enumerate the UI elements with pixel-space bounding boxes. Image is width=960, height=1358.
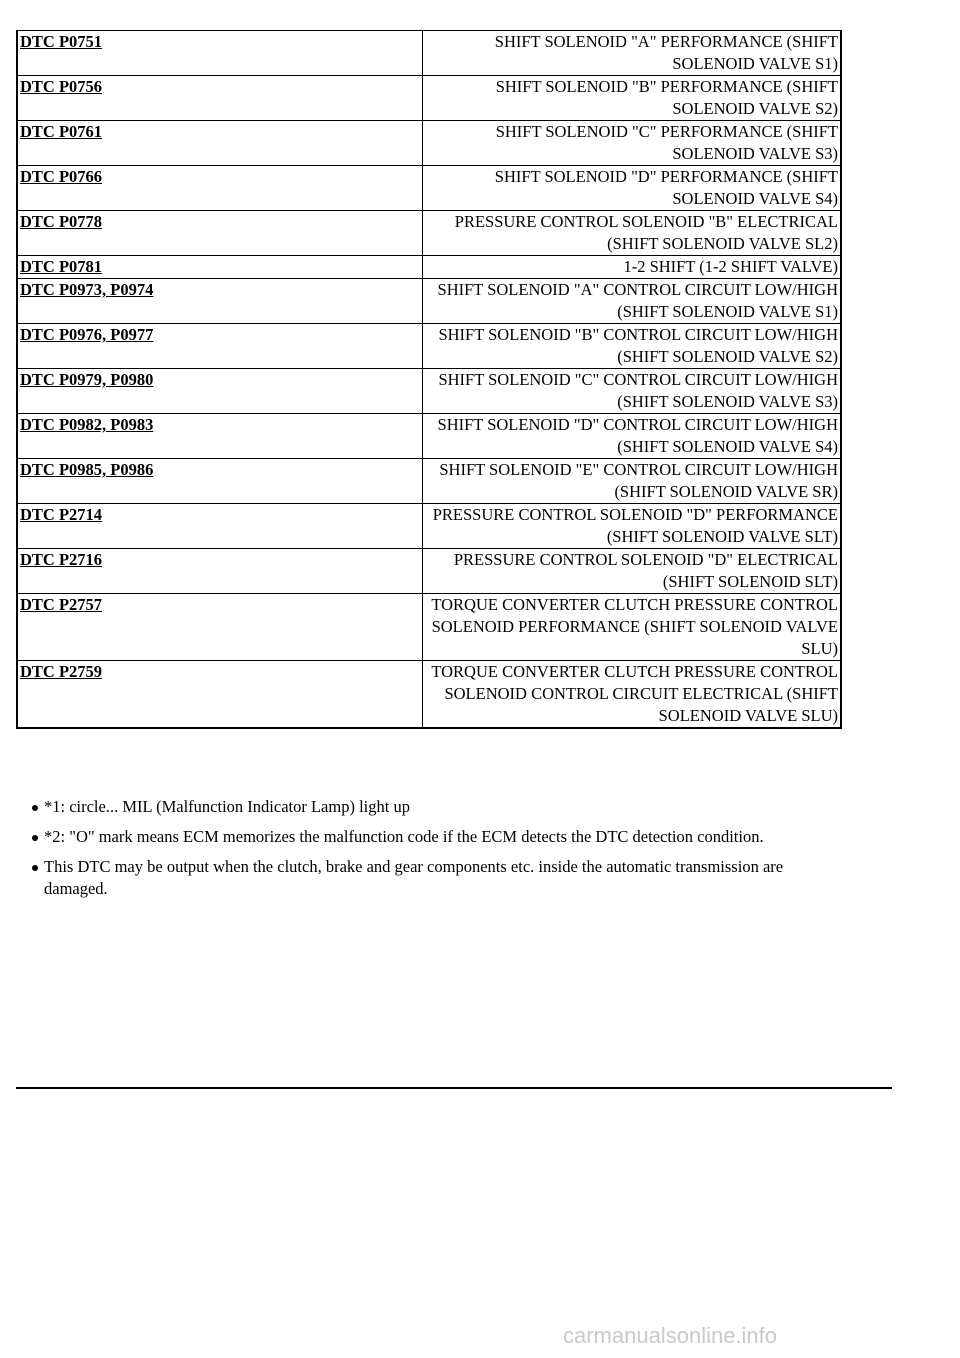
- dtc-code-link[interactable]: DTC P0756: [20, 77, 103, 96]
- dtc-table: [16, 30, 842, 729]
- dtc-code-cell: [17, 414, 423, 459]
- dtc-code-cell: [17, 121, 423, 166]
- dtc-code-link[interactable]: DTC P0781: [20, 257, 103, 276]
- notes-list: [44, 796, 844, 908]
- dtc-code-link[interactable]: DTC P2714: [20, 505, 103, 524]
- note-text: *2: "O" mark means ECM memorizes the malfunction code if the ECM detects the DTC detection condition.: [44, 827, 764, 846]
- dtc-description: SHIFT SOLENOID "C" CONTROL CIRCUIT LOW/HIGH (SHIFT SOLENOID VALVE S3): [423, 369, 842, 414]
- dtc-code-cell: [17, 211, 423, 256]
- dtc-code-cell: [17, 76, 423, 121]
- dtc-code-cell: [17, 504, 423, 549]
- table-row: [17, 256, 841, 279]
- dtc-code-link[interactable]: DTC P2716: [20, 550, 103, 569]
- dtc-description: 1-2 SHIFT (1-2 SHIFT VALVE): [423, 256, 842, 279]
- dtc-code-link[interactable]: DTC P2757: [20, 595, 103, 614]
- table-row: [17, 549, 841, 594]
- dtc-description: PRESSURE CONTROL SOLENOID "D" ELECTRICAL (SHIFT SOLENOID SLT): [423, 549, 842, 594]
- table-row: [17, 121, 841, 166]
- dtc-code-cell: [17, 369, 423, 414]
- horizontal-divider: [16, 1087, 892, 1089]
- dtc-description: SHIFT SOLENOID "C" PERFORMANCE (SHIFT SOLENOID VALVE S3): [423, 121, 842, 166]
- bullet-icon: [32, 865, 38, 871]
- watermark: carmanualsonline.info: [563, 1323, 778, 1348]
- dtc-description: SHIFT SOLENOID "B" PERFORMANCE (SHIFT SOLENOID VALVE S2): [423, 76, 842, 121]
- table-row: [17, 369, 841, 414]
- dtc-code-cell: [17, 594, 423, 661]
- bullet-icon: [32, 805, 38, 811]
- dtc-code-cell: [17, 549, 423, 594]
- list-item: [44, 826, 844, 848]
- dtc-code-cell: [17, 324, 423, 369]
- table-row: [17, 459, 841, 504]
- dtc-code-link[interactable]: DTC P0778: [20, 212, 103, 231]
- table-row: [17, 166, 841, 211]
- dtc-description: SHIFT SOLENOID "A" PERFORMANCE (SHIFT SOLENOID VALVE S1): [423, 31, 842, 76]
- dtc-code-link[interactable]: DTC P0766: [20, 167, 103, 186]
- dtc-description: TORQUE CONVERTER CLUTCH PRESSURE CONTROL SOLENOID CONTROL CIRCUIT ELECTRICAL (SHIFT SOLENOID VALVE SLU): [423, 661, 842, 729]
- note-text: This DTC may be output when the clutch, brake and gear components etc. inside the automatic transmission are damaged.: [44, 857, 784, 898]
- dtc-code-link[interactable]: DTC P0979, P0980: [20, 370, 154, 389]
- dtc-code-link[interactable]: DTC P0973, P0974: [20, 280, 154, 299]
- dtc-code-link[interactable]: DTC P0982, P0983: [20, 415, 154, 434]
- table-row: [17, 76, 841, 121]
- dtc-code-cell: [17, 661, 423, 729]
- dtc-code-link[interactable]: DTC P2759: [20, 662, 103, 681]
- dtc-description: SHIFT SOLENOID "E" CONTROL CIRCUIT LOW/HIGH (SHIFT SOLENOID VALVE SR): [423, 459, 842, 504]
- dtc-description: TORQUE CONVERTER CLUTCH PRESSURE CONTROL SOLENOID PERFORMANCE (SHIFT SOLENOID VALVE SLU): [423, 594, 842, 661]
- list-item: [44, 796, 844, 818]
- dtc-description: PRESSURE CONTROL SOLENOID "D" PERFORMANCE (SHIFT SOLENOID VALVE SLT): [423, 504, 842, 549]
- dtc-description: SHIFT SOLENOID "D" PERFORMANCE (SHIFT SOLENOID VALVE S4): [423, 166, 842, 211]
- table-row: [17, 211, 841, 256]
- dtc-description: SHIFT SOLENOID "D" CONTROL CIRCUIT LOW/HIGH (SHIFT SOLENOID VALVE S4): [423, 414, 842, 459]
- table-row: [17, 279, 841, 324]
- table-row: [17, 661, 841, 729]
- dtc-description: SHIFT SOLENOID "B" CONTROL CIRCUIT LOW/HIGH (SHIFT SOLENOID VALVE S2): [423, 324, 842, 369]
- table-row: [17, 504, 841, 549]
- dtc-code-link[interactable]: DTC P0761: [20, 122, 103, 141]
- list-item: [44, 856, 844, 900]
- note-text: *1: circle... MIL (Malfunction Indicator Lamp) light up: [44, 797, 410, 816]
- table-row: [17, 31, 841, 76]
- dtc-code-link[interactable]: DTC P0751: [20, 32, 103, 51]
- table-row: [17, 594, 841, 661]
- dtc-description: PRESSURE CONTROL SOLENOID "B" ELECTRICAL (SHIFT SOLENOID VALVE SL2): [423, 211, 842, 256]
- dtc-code-cell: [17, 459, 423, 504]
- dtc-code-cell: [17, 256, 423, 279]
- dtc-code-cell: [17, 166, 423, 211]
- dtc-code-cell: [17, 31, 423, 76]
- table-row: [17, 414, 841, 459]
- dtc-code-link[interactable]: DTC P0976, P0977: [20, 325, 154, 344]
- table-row: [17, 324, 841, 369]
- bullet-icon: [32, 835, 38, 841]
- dtc-code-link[interactable]: DTC P0985, P0986: [20, 460, 154, 479]
- dtc-code-cell: [17, 279, 423, 324]
- dtc-description: SHIFT SOLENOID "A" CONTROL CIRCUIT LOW/HIGH (SHIFT SOLENOID VALVE S1): [423, 279, 842, 324]
